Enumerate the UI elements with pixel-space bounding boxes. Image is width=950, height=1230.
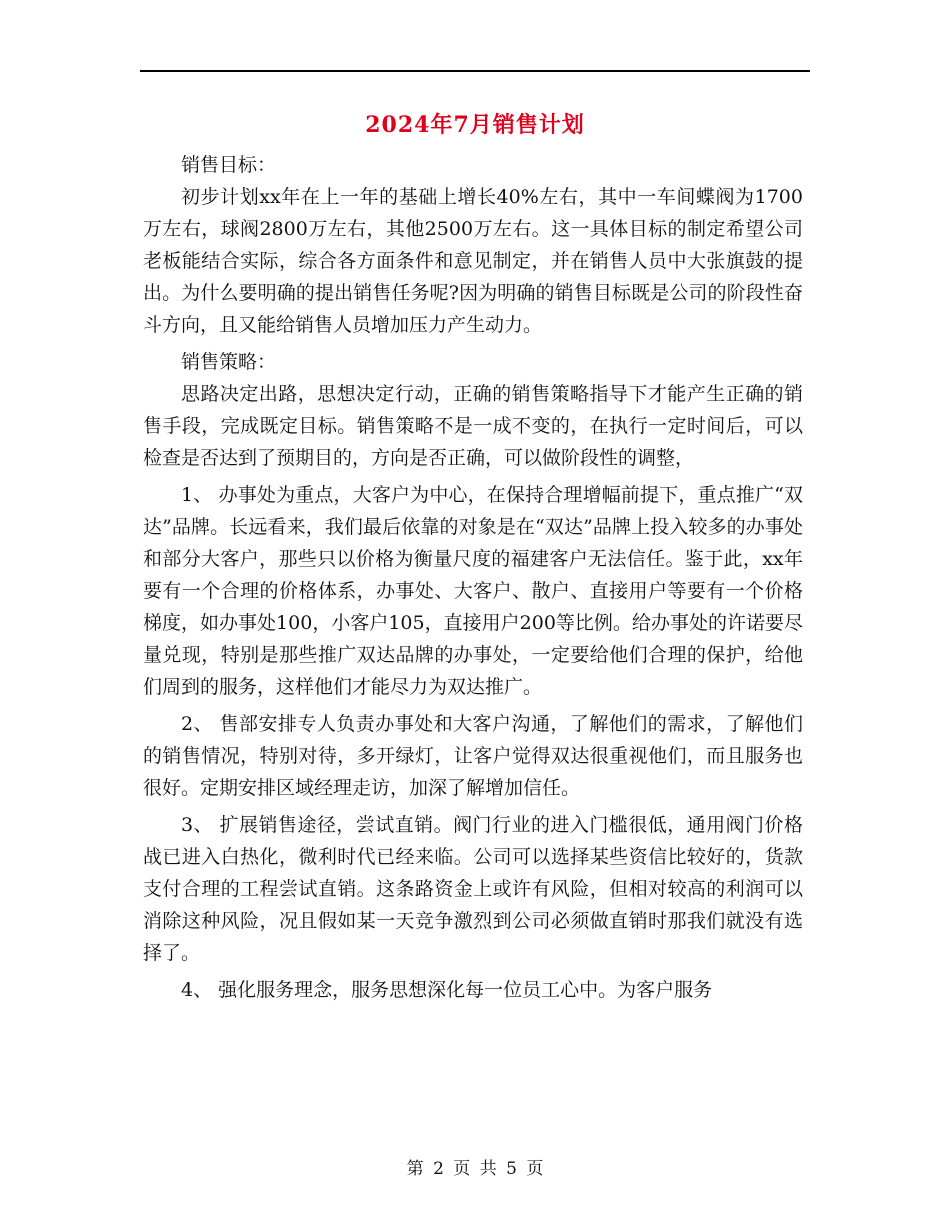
paragraph-item-4: 4、 强化服务理念，服务思想深化每一位员工心中。为客户服务 (181, 979, 713, 1001)
document-body (143, 149, 803, 1006)
document-title: 2024年7月销售计划 (365, 112, 585, 138)
header-rule (140, 70, 810, 72)
paragraph-item-2: 2、 售部安排专人负责办事处和大客户沟通，了解他们的需求，了解他们的销售情况，特别对待，多开绿灯，让客户觉得双达很重视他们，而且服务也很好。定期安排区域经理走访，加深了解增加信任。 (143, 713, 803, 799)
paragraph-sales-strategy: 思路决定出路，思想决定行动，正确的销售策略指导下才能产生正确的销售手段，完成既定目标。销售策略不是一成不变的，在执行一定时间后，可以检查是否达到了预期目的，方向是否正确，可以做阶段性的调整， (143, 383, 803, 469)
page-number-footer: 第 2 页 共 5 页 (406, 1159, 544, 1179)
paragraph-sales-target-heading: 销售目标： (181, 154, 277, 176)
paragraph-sales-target: 初步计划xx年在上一年的基础上增长40%左右，其中一车间蝶阀为1700万左右，球阀2800万左右，其他2500万左右。这一具体目标的制定希望公司老板能结合实际，综合各方面条件和意见制定，并在销售人员中大张旗鼓的提出。为什么要明确的提出销售任务呢?因为明确的销售目标既是公司的阶段性奋斗方向，且又能给销售人员增加压力产生动力。 (143, 186, 803, 336)
paragraph-sales-strategy-heading: 销售策略： (181, 351, 277, 373)
paragraph-item-1: 1、 办事处为重点，大客户为中心，在保持合理增幅前提下，重点推广“双达”品牌。长远看来，我们最后依靠的对象是在“双达”品牌上投入较多的办事处和部分大客户，那些只以价格为衡量尺度的福建客户无法信任。鉴于此，xx年要有一个合理的价格体系，办事处、大客户、散户、直接用户等要有一个价格梯度，如办事处100，小客户105，直接用户200等比例。给办事处的许诺要尽量兑现，特别是那些推广双达品牌的办事处，一定要给他们合理的保护，给他们周到的服务，这样他们才能尽力为双达推广。 (143, 484, 803, 698)
paragraph-item-3: 3、 扩展销售途径，尝试直销。阀门行业的进入门槛很低，通用阀门价格战已进入白热化，微利时代已经来临。公司可以选择某些资信比较好的，货款支付合理的工程尝试直销。这条路资金上或许有风险，但相对较高的利润可以消除这种风险，况且假如某一天竞争激烈到公司必须做直销时那我们就没有选择了。 (143, 814, 803, 964)
